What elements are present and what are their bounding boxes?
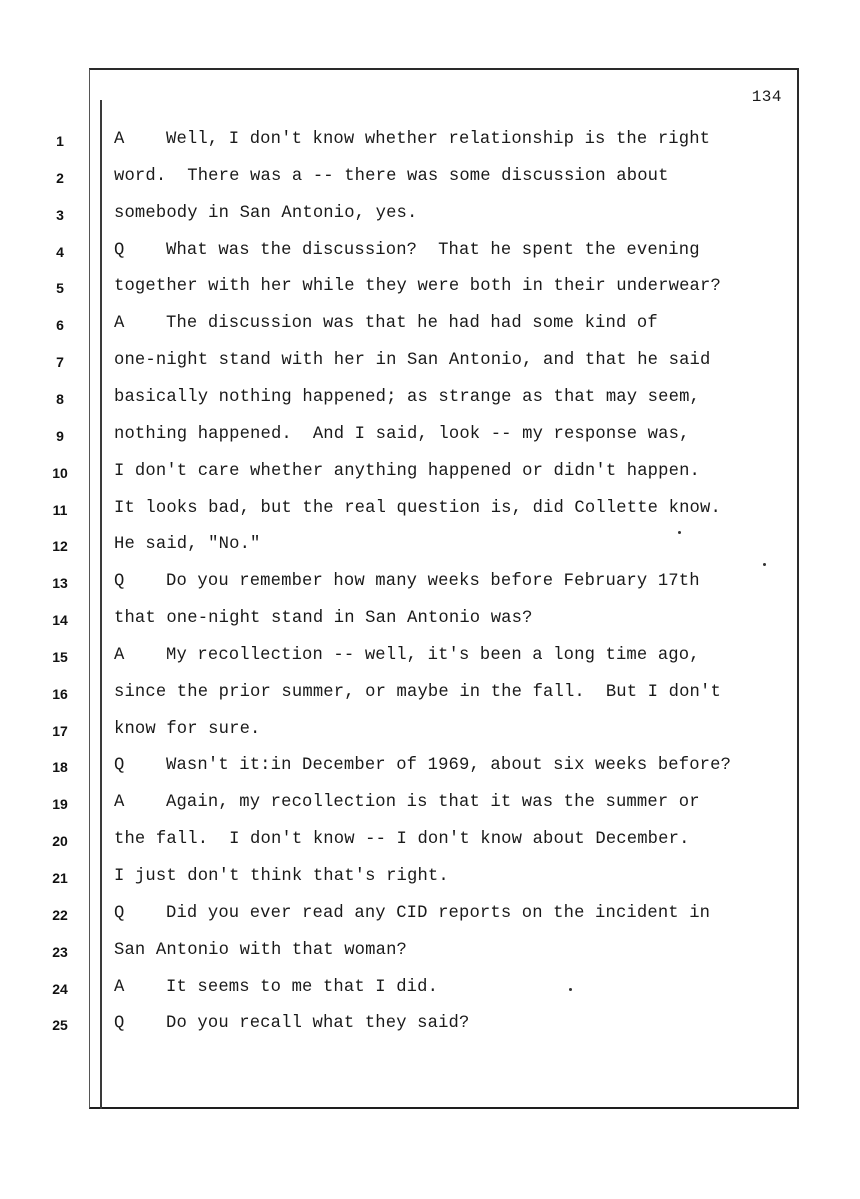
line-text: It looks bad, but the real question is, did Collette know. (114, 499, 721, 518)
speaker-label: Q (114, 1014, 125, 1033)
line-text: My recollection -- well, it's been a long time ago, (166, 646, 700, 665)
transcript-line (114, 204, 417, 223)
transcript-line (114, 756, 731, 775)
margin-rule (100, 100, 102, 1109)
transcript-line (114, 683, 721, 702)
line-text: word. There was a -- there was some discussion about (114, 167, 669, 186)
line-number: 22 (52, 907, 68, 923)
transcript-line (114, 941, 407, 960)
line-text: He said, "No." (114, 535, 261, 554)
line-text: I just don't think that's right. (114, 867, 449, 886)
line-text: that one-night stand in San Antonio was? (114, 609, 533, 628)
line-text: Well, I don't know whether relationship is the right (166, 130, 711, 149)
line-text: It seems to me that I did. (166, 978, 439, 997)
transcript-line (114, 646, 700, 665)
transcript-line (114, 388, 700, 407)
speaker-label: A (114, 130, 125, 149)
line-text: basically nothing happened; as strange as that may seem, (114, 388, 700, 407)
line-number: 23 (52, 944, 68, 960)
transcript-line (114, 830, 690, 849)
line-number: 12 (52, 538, 68, 554)
line-text: Wasn't it:in December of 1969, about six weeks before? (166, 756, 732, 775)
speaker-label: Q (114, 572, 125, 591)
line-text: one-night stand with her in San Antonio, and that he said (114, 351, 711, 370)
line-text: somebody in San Antonio, yes. (114, 204, 418, 223)
line-number: 19 (52, 796, 68, 812)
line-text: What was the discussion? That he spent the evening (166, 241, 700, 260)
line-number: 3 (56, 207, 64, 223)
speaker-label: A (114, 314, 125, 333)
speaker-label: Q (114, 241, 125, 260)
line-number: 17 (52, 723, 68, 739)
line-text: together with her while they were both in their underwear? (114, 277, 721, 296)
speaker-label: A (114, 793, 125, 812)
line-number: 13 (52, 575, 68, 591)
transcript-line (114, 978, 438, 997)
line-text: nothing happened. And I said, look -- my response was, (114, 425, 690, 444)
line-number: 21 (52, 870, 68, 886)
line-number: 15 (52, 649, 68, 665)
line-text: the fall. I don't know -- I don't know about December. (114, 830, 690, 849)
scan-speck (763, 563, 766, 566)
line-number: 1 (56, 133, 64, 149)
transcript-line (114, 167, 669, 186)
speaker-label: Q (114, 904, 125, 923)
line-number: 18 (52, 759, 68, 775)
line-text: Did you ever read any CID reports on the incident in (166, 904, 711, 923)
transcript-line (114, 130, 710, 149)
transcript-line (114, 572, 700, 591)
line-number: 8 (56, 391, 64, 407)
line-number: 9 (56, 428, 64, 444)
line-text: since the prior summer, or maybe in the fall. But I don't (114, 683, 721, 702)
transcript-line (114, 499, 721, 518)
line-text: The discussion was that he had had some kind of (166, 314, 658, 333)
line-number: 10 (52, 465, 68, 481)
scan-speck (678, 531, 681, 534)
line-text: San Antonio with that woman? (114, 941, 407, 960)
line-number: 5 (56, 280, 64, 296)
transcript-line (114, 867, 449, 886)
line-number: 11 (52, 502, 68, 518)
transcript-line (114, 351, 710, 370)
transcript-line (114, 904, 710, 923)
line-text: Again, my recollection is that it was the summer or (166, 793, 700, 812)
speaker-label: A (114, 646, 125, 665)
transcript-line (114, 425, 690, 444)
transcript-line (114, 535, 261, 554)
line-number: 2 (56, 170, 64, 186)
line-number: 16 (52, 686, 68, 702)
page-number: 134 (751, 88, 782, 106)
transcript-line (114, 462, 700, 481)
transcript-line (114, 1014, 469, 1033)
speaker-label: Q (114, 756, 125, 775)
line-number: 24 (52, 981, 68, 997)
transcript-line (114, 793, 700, 812)
transcript-line (114, 241, 700, 260)
transcript-line (114, 277, 721, 296)
line-number: 14 (52, 612, 68, 628)
line-text: Do you remember how many weeks before February 17th (166, 572, 700, 591)
speaker-label: A (114, 978, 125, 997)
line-text: know for sure. (114, 720, 261, 739)
line-number: 25 (52, 1017, 68, 1033)
transcript-line (114, 720, 261, 739)
line-number: 6 (56, 317, 64, 333)
line-number: 20 (52, 833, 68, 849)
line-text: I don't care whether anything happened or didn't happen. (114, 462, 700, 481)
transcript-line (114, 314, 658, 333)
scan-speck (569, 988, 572, 991)
line-number: 7 (56, 354, 64, 370)
line-number: 4 (56, 244, 64, 260)
transcript-line (114, 609, 533, 628)
line-text: Do you recall what they said? (166, 1014, 470, 1033)
